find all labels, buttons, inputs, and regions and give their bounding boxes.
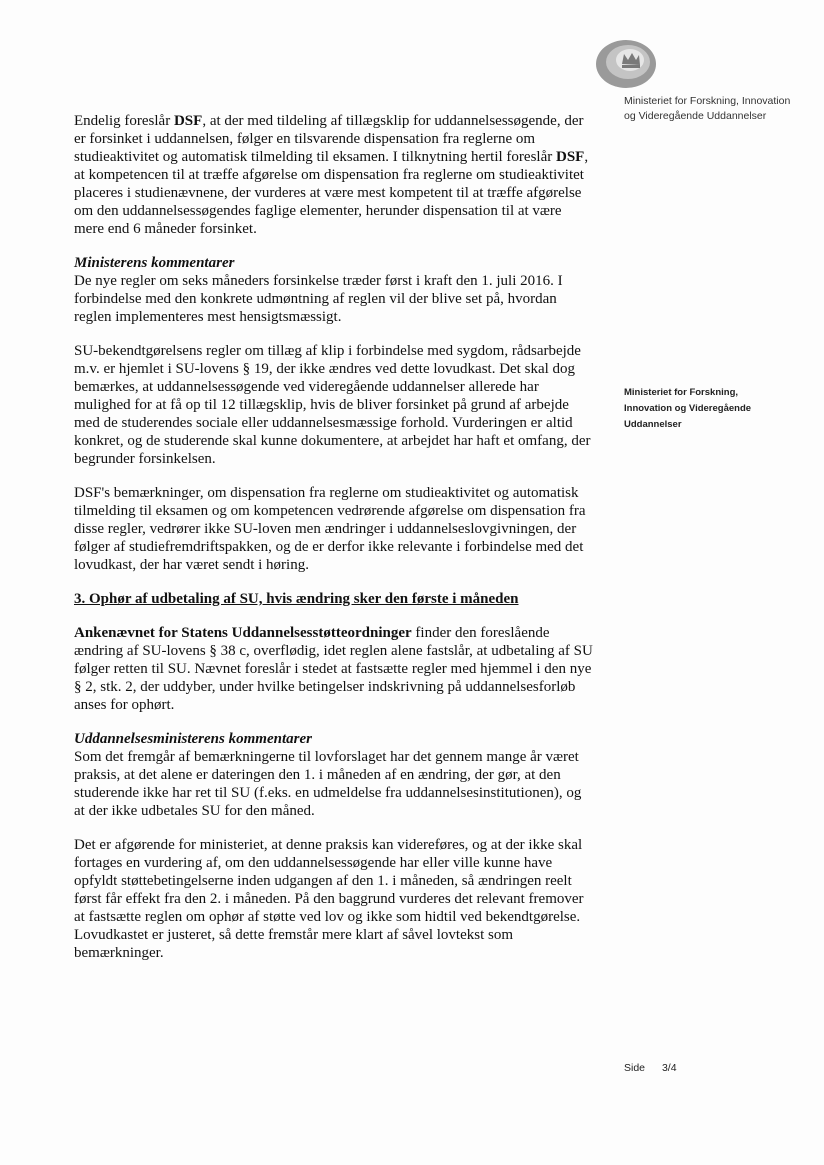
- text-run-2: , at der med tildeling af tillægsklip for uddannelsessøgende, der er forsinket i uddannelsen, følger en tilsvarende dispensation fra reglerne om studieaktivitet og automatisk tilmelding til eksamen. I tilknytning hertil foreslår: [74, 113, 584, 165]
- bold-run-3: DSF: [556, 149, 585, 165]
- paragraph-dsf-proposal: [74, 112, 594, 238]
- text-run-0: Endelig foreslår: [74, 113, 174, 129]
- ministry-header-line1: Ministeriet for Forskning, Innovation: [624, 95, 791, 107]
- text-run-4: , at kompetencen til at træffe afgørelse om dispensation fra reglerne om studieaktivitet placeres i studienævnene, der vurderes at være mest kompetent til at træffe afgørelse om den uddannelsessøgendes faglige elementer, herunder dispensation til at være mere end 6 måneder forsinket.: [74, 149, 589, 237]
- ministry-logo: [594, 38, 658, 90]
- sidebar-line3: Uddannelser: [624, 419, 682, 430]
- ministry-header: [624, 94, 819, 124]
- paragraph-ankenaevnet: [74, 624, 594, 714]
- heading-ministerens-kommentarer: Ministerens kommentarer: [74, 255, 235, 271]
- sidebar-line1: Ministeriet for Forskning,: [624, 387, 739, 398]
- bold-run-1: DSF: [173, 113, 203, 129]
- paragraph-dsf-remarks: DSF's bemærkninger, om dispensation fra reglerne om studieaktivitet og automatisk tilmelding til eksamen og om kompetencen vedrørende afgørelse om dispensation fra disse regler, vedrører ikke SU-loven men ændringer i uddannelseslovgivningen, der følger af studiefremdriftspakken, og de er derfor ikke relevante i forbindelse med det lovudkast, der har været sendt i høring.: [74, 485, 586, 573]
- sidebar-line2: Innovation og Videregående: [624, 403, 752, 414]
- paragraph-afgoerende: Det er afgørende for ministeriet, at denne praksis kan videreføres, og at der ikke skal fortages en vurdering af, om den uddannelsessøgende har eller ville kunne have opfyldt støttebetingelserne inden udgangen af den 1. i måneden, så ændringen reelt først får effekt fra den 2. i måneden. På den baggrund vurderes det relevant fremover at fastsætte reglen om ophør af støtte ved lov og ikke som hidtil ved bekendtgørelse. Lovudkastet er justeret, så dette fremstår mere klart af såvel lovtekst som bemærkninger.: [74, 837, 584, 961]
- ministry-header-line2: og Videregående Uddannelser: [624, 110, 767, 122]
- page-number: 3/4: [661, 1062, 677, 1074]
- page-footer: [624, 1062, 677, 1074]
- section-title-3: 3. Ophør af udbetaling af SU, hvis ændring sker den første i måneden: [74, 591, 519, 607]
- bold-run-0: Ankenævnet for Statens Uddannelsesstøtteordninger: [74, 625, 412, 641]
- paragraph-su-bekendtgoerelse: SU-bekendtgørelsens regler om tillæg af klip i forbindelse med sygdom, rådsarbejde m.v. er hjemlet i SU-lovens § 19, der ikke ændres ved dette lovudkast. Det skal dog bemærkes, at uddannelsessøgende ved videregående uddannelser allerede har mulighed for at få op til 12 tillægsklip, hvis de bliver forsinket på grund af arbejde med de studerendes sociale eller uddannelsesmæssige forhold. Vurderingen er altid konkret, og de studerende skal kunne dokumentere, at arbejdet har haft et omfang, der begrunder forsinkelsen.: [74, 343, 591, 467]
- heading-uddannelsesministerens-kommentarer: Uddannelsesministerens kommentarer: [74, 731, 312, 747]
- paragraph-six-months: De nye regler om seks måneders forsinkelse træder først i kraft den 1. juli 2016. I forbindelse med den konkrete udmøntning af reglen vil der blive set på, hvordan reglen implementeres mest hensigtsmæssigt.: [74, 273, 563, 325]
- text-run-1: finder den foreslående ændring af SU-lovens § 38 c, overflødig, idet reglen alene fastslår, at udbetaling af SU følger retten til SU. Nævnet foreslår i stedet at fastsætte regler med hjemmel i den nye § 2, stk. 2, der uddyber, under hvilke betingelser indskrivning på uddannelsesforløb anses for ophørt.: [74, 625, 593, 713]
- side-label: Side: [624, 1062, 646, 1074]
- paragraph-praksis: Som det fremgår af bemærkningerne til lovforslaget har det gennem mange år været praksis, at det alene er dateringen den 1. i måneden af en ændring, der gør, at den studerende ikke har ret til SU (f.eks. en udmeldelse fra uddannelsesinstitutionen), og at der ikke udbetales SU for den måned.: [74, 749, 582, 819]
- document-body: [74, 112, 594, 962]
- sidebar-ministry-name: [624, 385, 814, 433]
